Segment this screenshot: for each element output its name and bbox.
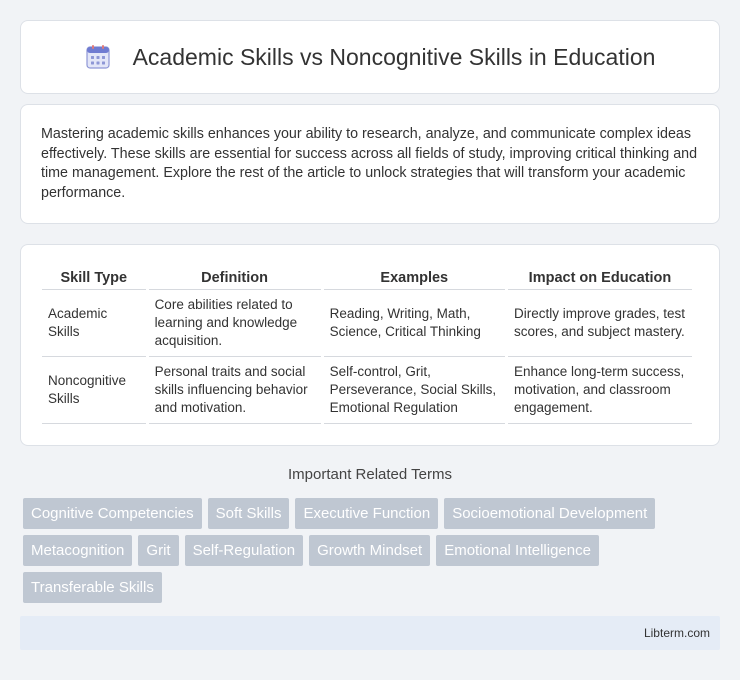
cell-impact: Directly improve grades, test scores, and subject mastery. [508,290,692,357]
cell-examples: Reading, Writing, Math, Science, Critical Thinking [324,290,505,357]
related-terms-tags [23,498,703,609]
cell-definition: Personal traits and social skills influencing behavior and motivation. [149,357,321,424]
cell-impact: Enhance long-term success, motivation, and classroom engagement. [508,357,692,424]
table-card [20,244,720,446]
tag-soft-skills[interactable]: Soft Skills [208,498,290,529]
tag-self-regulation[interactable]: Self-Regulation [185,535,304,566]
tag-grit[interactable]: Grit [138,535,178,566]
header-skill-type: Skill Type [42,267,146,290]
tag-socioemotional-development[interactable]: Socioemotional Development [444,498,655,529]
header-definition: Definition [149,267,321,290]
comparison-table [39,267,695,424]
header-examples: Examples [324,267,505,290]
cell-skill-type: Academic Skills [42,290,146,357]
tag-emotional-intelligence[interactable]: Emotional Intelligence [436,535,599,566]
footer [20,616,720,650]
related-terms-title: Important Related Terms [288,466,452,483]
cell-definition: Core abilities related to learning and knowledge acquisition. [149,290,321,357]
calendar-icon [85,44,111,70]
table-row [42,357,692,424]
intro-text: Mastering academic skills enhances your ability to research, analyze, and communicate complex ideas effectively. These skills are essential for success across all fields of study, improving critical thinking and time management. Explore the rest of the article to unlock strategies that will transform your academic performance. [41,126,698,201]
tag-cognitive-competencies[interactable]: Cognitive Competencies [23,498,202,529]
header-impact: Impact on Education [508,267,692,290]
footer-site-link[interactable]: Libterm.com [643,626,710,640]
cell-examples: Self-control, Grit, Perseverance, Social Skills, Emotional Regulation [324,357,505,424]
intro-card [20,104,720,224]
tag-executive-function[interactable]: Executive Function [295,498,438,529]
tag-metacognition[interactable]: Metacognition [23,535,132,566]
table-row [42,290,692,357]
table-header-row [42,267,692,290]
cell-skill-type: Noncognitive Skills [42,357,146,424]
header-card [20,20,720,94]
tag-transferable-skills[interactable]: Transferable Skills [23,572,162,603]
page-title: Academic Skills vs Noncognitive Skills in Education [132,43,656,70]
tag-growth-mindset[interactable]: Growth Mindset [309,535,430,566]
